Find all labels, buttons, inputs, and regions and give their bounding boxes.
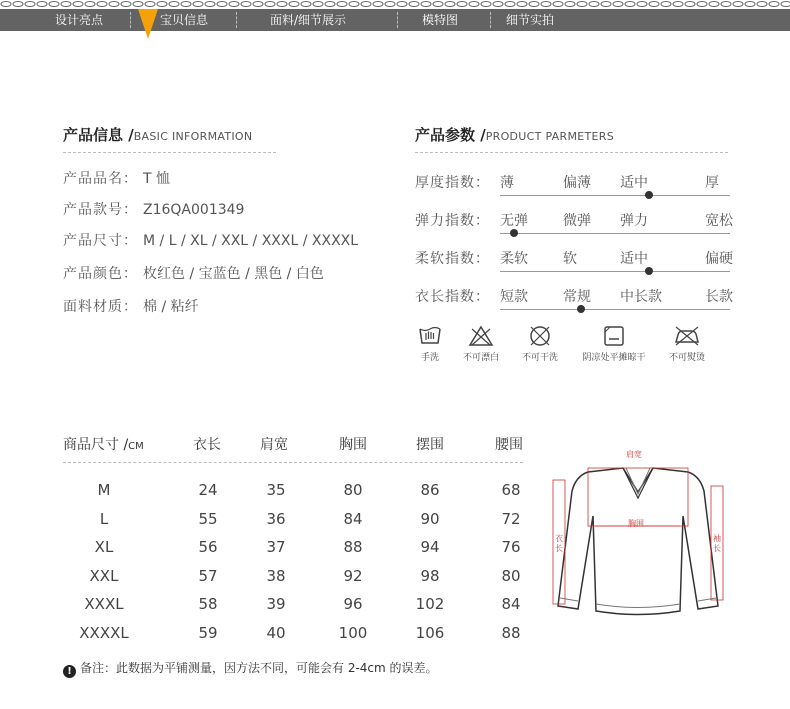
- size-table-cell: 68: [501, 481, 521, 499]
- nav-background: [0, 9, 790, 31]
- size-table-header-size: [63, 434, 144, 454]
- param-track: [500, 309, 730, 310]
- size-table-cell: 55: [198, 509, 218, 528]
- note-text: 备注：此数据为平铺测量，因方法不同，可能会有 2-4cm 的误差。: [80, 661, 438, 675]
- param-option: 宽松: [705, 213, 733, 229]
- info-label: 产品品名：: [63, 171, 138, 187]
- param-option: 常规: [563, 289, 591, 305]
- param-option: 柔软: [500, 251, 528, 267]
- size-table-cell: 84: [343, 509, 363, 528]
- param-label: 衣长指数：: [415, 289, 490, 305]
- size-table-cell: 57: [198, 566, 218, 585]
- nav-separator: [490, 12, 491, 28]
- t-shirt-diagram-icon: [548, 446, 728, 626]
- params-title-cn: 产品参数 /: [415, 126, 486, 144]
- size-table-cell: 58: [198, 595, 218, 614]
- param-label: 厚度指数：: [415, 175, 490, 191]
- info-label: 产品尺寸：: [63, 233, 138, 249]
- param-option: 偏薄: [563, 175, 591, 191]
- size-table-size-cell: M: [97, 481, 111, 499]
- size-table-cell: 38: [266, 566, 286, 585]
- param-indicator-dot: [510, 229, 518, 237]
- warning-icon: !: [63, 665, 76, 678]
- size-table-cell: 90: [420, 509, 440, 528]
- param-option: 微弹: [563, 213, 591, 229]
- size-table-cell: 106: [415, 624, 445, 642]
- param-row: [415, 210, 733, 236]
- info-label: 产品款号：: [63, 202, 138, 218]
- garment-measurement-diagram: [548, 446, 728, 630]
- size-table-cell: 36: [266, 509, 286, 528]
- size-table-cell: 92: [343, 566, 363, 585]
- size-table-size-cell: XL: [94, 538, 114, 557]
- param-track: [500, 233, 730, 234]
- nav-tab-detail-photos[interactable]: 细节实拍: [506, 13, 555, 27]
- info-row-name: [63, 168, 170, 188]
- size-table-cell: 35: [266, 481, 286, 499]
- size-table-cell: 86: [420, 481, 440, 499]
- param-option: 适中: [620, 251, 648, 267]
- size-table-size-cell: XXL: [89, 566, 119, 585]
- care-label: 手洗: [420, 353, 439, 363]
- info-label: 产品颜色：: [63, 266, 138, 282]
- size-table-cell: 24: [198, 481, 218, 499]
- size-table-cell: 40: [266, 624, 286, 642]
- basic-info-title-en: BASIC INFORMATION: [133, 130, 253, 143]
- info-value: 枚红色 / 宝蓝色 / 黑色 / 白色: [143, 266, 324, 282]
- size-table-cell: 102: [415, 595, 445, 614]
- dry-flat-shade-icon: [603, 325, 625, 347]
- size-table-cell: 88: [343, 538, 363, 557]
- param-track: [500, 271, 730, 272]
- size-table-size-cell: XXXXL: [79, 624, 129, 642]
- size-table-cell: 100: [338, 624, 368, 642]
- param-option: 中长款: [620, 289, 662, 305]
- nav-tab-model[interactable]: 模特图: [422, 13, 459, 27]
- top-nav-bar: [0, 0, 790, 32]
- care-label: 不可熨烫: [668, 353, 705, 363]
- diagram-label-shoulder: 肩宽: [626, 450, 642, 459]
- size-table-cell: 59: [198, 624, 218, 642]
- param-option: 厚: [705, 175, 719, 191]
- param-option: 适中: [620, 175, 648, 191]
- basic-info-title-cn: 产品信息 /: [63, 126, 134, 144]
- diagram-label-sleeve: 袖长: [713, 534, 721, 553]
- diagram-label-chest: 胸围: [628, 519, 644, 528]
- nav-separator: [236, 12, 237, 28]
- size-table-cell: 37: [266, 538, 286, 557]
- size-table-size-cell: L: [99, 509, 109, 528]
- care-label: 不可漂白: [462, 353, 499, 363]
- size-table-divider: [63, 462, 523, 463]
- care-label: 不可干洗: [521, 353, 558, 363]
- params-divider: [415, 152, 728, 153]
- param-row: [415, 248, 733, 274]
- care-hand-wash: [412, 325, 448, 363]
- size-table-cell: 39: [266, 595, 286, 614]
- hand-wash-icon: [418, 325, 442, 347]
- nav-tab-fabric-detail[interactable]: 面料/细节展示: [270, 13, 347, 27]
- size-table-cell: 80: [501, 566, 521, 585]
- param-option: 弹力: [620, 213, 648, 229]
- param-indicator-dot: [645, 191, 653, 199]
- size-table-cell: 84: [501, 595, 521, 614]
- size-table-cell: 80: [343, 481, 363, 499]
- size-header-unit: CM: [128, 441, 144, 452]
- size-table-header-col: 摆围: [416, 437, 444, 453]
- size-table-header-col: 衣长: [193, 437, 221, 453]
- care-no-dry-clean: [517, 325, 563, 363]
- care-no-bleach: [458, 325, 504, 363]
- param-label: 柔软指数：: [415, 251, 490, 267]
- size-table-header-col: 胸围: [339, 437, 367, 453]
- param-indicator-dot: [645, 267, 653, 275]
- params-title-en: PRODUCT PARMETERS: [485, 130, 614, 143]
- size-table-cell: 96: [343, 595, 363, 614]
- size-header-text: 商品尺寸 /: [63, 437, 129, 453]
- param-row: [415, 286, 733, 312]
- no-iron-icon: [673, 325, 701, 347]
- size-table-cell: 72: [501, 509, 521, 528]
- diagram-label-length: 衣长: [555, 534, 563, 553]
- size-table-cell: 56: [198, 538, 218, 557]
- size-table-header-col: 肩宽: [260, 437, 288, 453]
- care-no-iron: [662, 325, 712, 363]
- param-option: 无弹: [500, 213, 528, 229]
- param-option: 软: [563, 251, 577, 267]
- info-value: 棉 / 粘纤: [143, 299, 199, 315]
- size-table-cell: 88: [501, 624, 521, 642]
- param-option: 偏硬: [705, 251, 733, 267]
- care-dry-flat: [576, 325, 652, 363]
- param-indicator-dot: [577, 305, 585, 313]
- info-label: 面料材质：: [63, 299, 138, 315]
- size-table-cell: 76: [501, 538, 521, 557]
- param-label: 弹力指数：: [415, 213, 490, 229]
- info-value: T 恤: [143, 171, 171, 187]
- measurement-note: [63, 659, 438, 678]
- param-row: [415, 172, 730, 198]
- nav-tab-design[interactable]: 设计亮点: [55, 13, 104, 27]
- size-table-cell: 98: [420, 566, 440, 585]
- param-track: [500, 195, 730, 196]
- size-table-header-col: 腰围: [495, 437, 523, 453]
- param-option: 短款: [500, 289, 528, 305]
- nav-tab-product-info[interactable]: 宝贝信息: [160, 13, 209, 27]
- info-value: M / L / XL / XXL / XXXL / XXXXL: [143, 233, 359, 249]
- nav-separator: [397, 12, 398, 28]
- param-option: 薄: [500, 175, 514, 191]
- param-option: 长款: [705, 289, 733, 305]
- size-table-cell: 94: [420, 538, 440, 557]
- chain-decoration: [0, 0, 790, 8]
- info-value: Z16QA001349: [143, 202, 245, 218]
- basic-info-title: [63, 124, 252, 145]
- care-label: 阴凉处平摊晾干: [582, 353, 646, 363]
- info-row-size: [63, 230, 358, 250]
- nav-separator: [130, 12, 131, 28]
- nav-active-indicator: [138, 9, 158, 39]
- params-title: [415, 124, 614, 145]
- size-table-size-cell: XXXL: [84, 595, 124, 614]
- no-bleach-icon: [468, 325, 494, 347]
- no-tumble-dry-icon: [528, 325, 552, 347]
- info-row-color: [63, 263, 324, 283]
- basic-info-divider: [63, 152, 276, 153]
- info-row-model: [63, 199, 244, 219]
- info-row-material: [63, 296, 199, 316]
